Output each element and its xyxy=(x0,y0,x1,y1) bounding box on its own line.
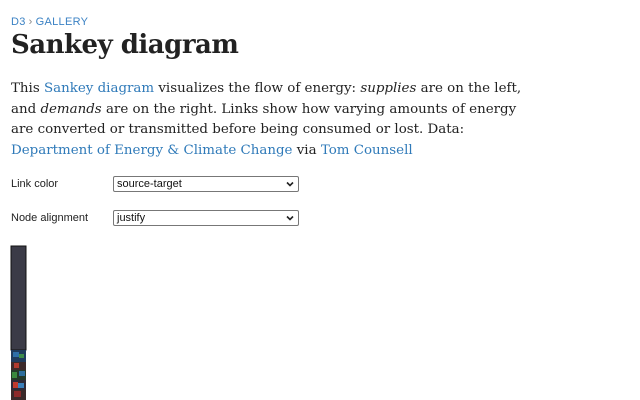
intro-text: are on the left, and xyxy=(11,81,522,117)
sankey-link xyxy=(14,391,21,397)
intro-text: via xyxy=(292,142,321,158)
intro-paragraph xyxy=(11,79,526,161)
sankey-link xyxy=(19,371,25,376)
tom-counsell-link[interactable]: Tom Counsell xyxy=(320,142,413,158)
node-alignment-select[interactable] xyxy=(113,210,299,226)
sankey-diagram xyxy=(0,240,40,400)
sankey-link xyxy=(13,352,19,357)
breadcrumb-gallery-link[interactable]: GALLERY xyxy=(35,16,89,28)
intro-text: visualizes the flow of energy: xyxy=(154,81,361,96)
breadcrumb-separator: › xyxy=(28,16,33,28)
demands-emphasis: demands xyxy=(40,101,102,117)
page-title: Sankey diagram xyxy=(11,30,239,60)
sankey-link xyxy=(18,383,24,388)
intro-text: This xyxy=(11,81,44,96)
chevron-down-icon xyxy=(286,214,294,222)
breadcrumb xyxy=(11,16,88,28)
node-alignment-label: Node alignment xyxy=(11,212,89,224)
breadcrumb-d3-link[interactable]: D3 xyxy=(11,16,26,28)
sankey-link xyxy=(19,354,24,358)
link-color-select[interactable] xyxy=(113,176,299,192)
link-color-label: Link color xyxy=(11,178,59,190)
sankey-link xyxy=(14,363,19,368)
sankey-link xyxy=(13,382,18,388)
node-alignment-value: justify xyxy=(117,212,146,224)
intro-text: are on the right. Links show how varying amounts of energy are converted or transmitted before being consumed or lost. Data: xyxy=(11,101,517,137)
department-of-energy-link[interactable]: Department of Energy & Climate Change xyxy=(11,142,293,158)
sankey-link xyxy=(12,372,17,378)
sankey-node xyxy=(11,246,26,350)
sankey-diagram-link[interactable]: Sankey diagram xyxy=(43,81,155,96)
link-color-value: source-target xyxy=(117,178,182,190)
chevron-down-icon xyxy=(286,180,294,188)
supplies-emphasis: supplies xyxy=(360,81,417,96)
